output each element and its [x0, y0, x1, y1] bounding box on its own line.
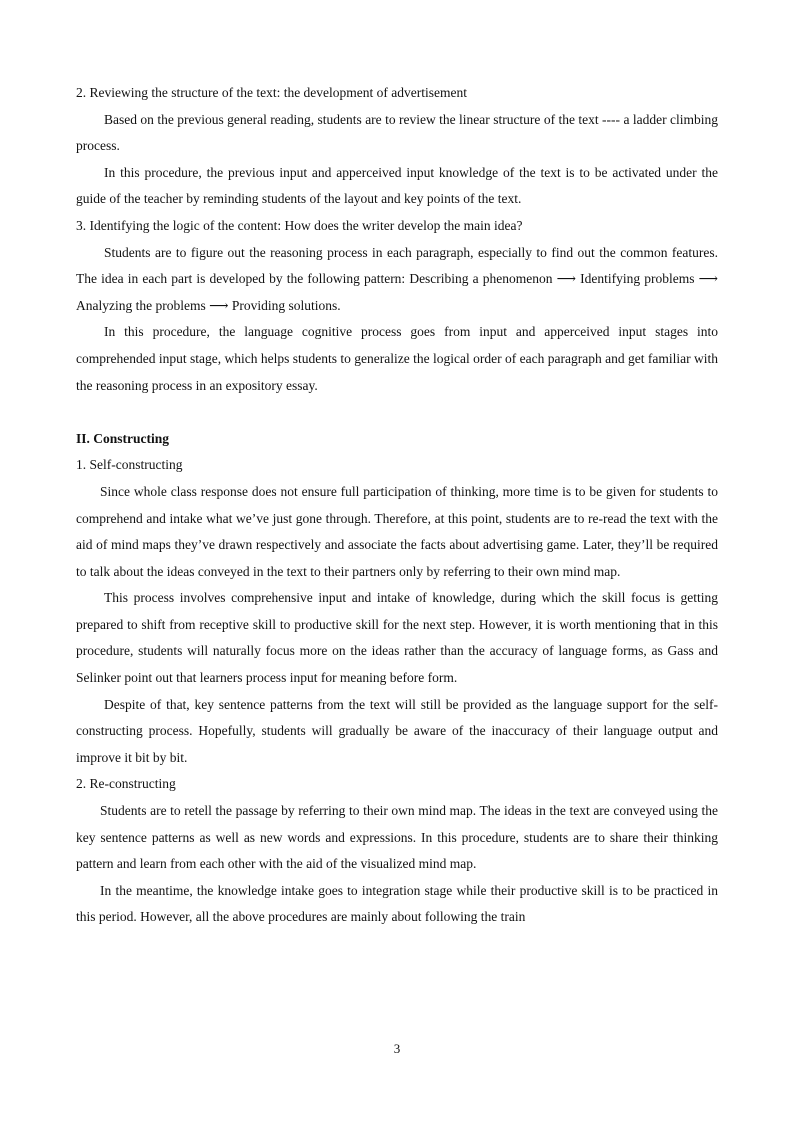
- paragraph-key-sentence-patterns: Despite of that, key sentence patterns from the text will still be provided as the language support for the self-constructing process. Hopefully, students will gradually be aware of the inaccuracy of their language output and improve it bit by bit.: [76, 696, 718, 765]
- paragraph-retell-passage: Students are to retell the passage by referring to their own mind map. The ideas in the text are conveyed using the key sentence patterns as well as new words and expressions. In this procedure, students are to share their thinking pattern and learn from each other with the aid of the visualized mind map.: [76, 803, 718, 872]
- section-heading-constructing: II. Constructing: [76, 430, 170, 446]
- paragraph-reasoning-process: Students are to figure out the reasoning process in each paragraph, especially to find out the common features. The idea in each part is developed by the following pattern: Describing a phenomenon ⟶ Identifying problems ⟶ Analyzing the problems ⟶ Providing solutions.: [76, 244, 718, 313]
- paragraph-apperceived-input: In this procedure, the previous input and apperceived input knowledge of the text is to be activated under the guide of the teacher by reminding students of the layout and key points of the text.: [76, 164, 718, 207]
- section-heading-reviewing-structure: 2. Reviewing the structure of the text: the development of advertisement: [76, 85, 468, 100]
- paragraph-whole-class-response: Since whole class response does not ensure full participation of thinking, more time is to be given for students to comprehend and intake what we’ve just gone through. Therefore, at this point, students are to re-read the text with the aid of mind maps they’ve drawn respectively and associate the facts about advertising game. Later, they’ll be required to talk about the ideas conveyed in the text to their partners only by referring to their own mind map.: [76, 483, 718, 579]
- paragraph-integration-stage: In the meantime, the knowledge intake goes to integration stage while their productive skill is to be practiced in this period. However, all the above procedures are mainly about following the train: [76, 882, 718, 925]
- paragraph-comprehensive-input: This process involves comprehensive input and intake of knowledge, during which the skill focus is getting prepared to shift from receptive skill to productive skill for the next step. However, it is worth mentioning that in this procedure, students will naturally focus more on the ideas rather than the accuracy of language forms, as Gass and Selinker point out that learners process input for meaning before form.: [76, 590, 718, 686]
- document-body: [76, 80, 718, 931]
- section-heading-re-constructing: 2. Re-constructing: [76, 776, 176, 792]
- paragraph-comprehended-input: In this procedure, the language cognitive process goes from input and apperceived input stages into comprehended input stage, which helps students to generalize the logical order of each paragraph and get familiar with the reasoning process in an expository essay.: [76, 324, 718, 393]
- section-heading-identifying-logic: 3. Identifying the logic of the content: How does the writer develop the main idea?: [76, 217, 523, 233]
- page-number: 3: [393, 1041, 401, 1056]
- section-heading-self-constructing: 1. Self-constructing: [76, 457, 183, 473]
- paragraph-review-linear-structure: Based on the previous general reading, students are to review the linear structure of the text ---- a ladder climbing process.: [76, 111, 718, 154]
